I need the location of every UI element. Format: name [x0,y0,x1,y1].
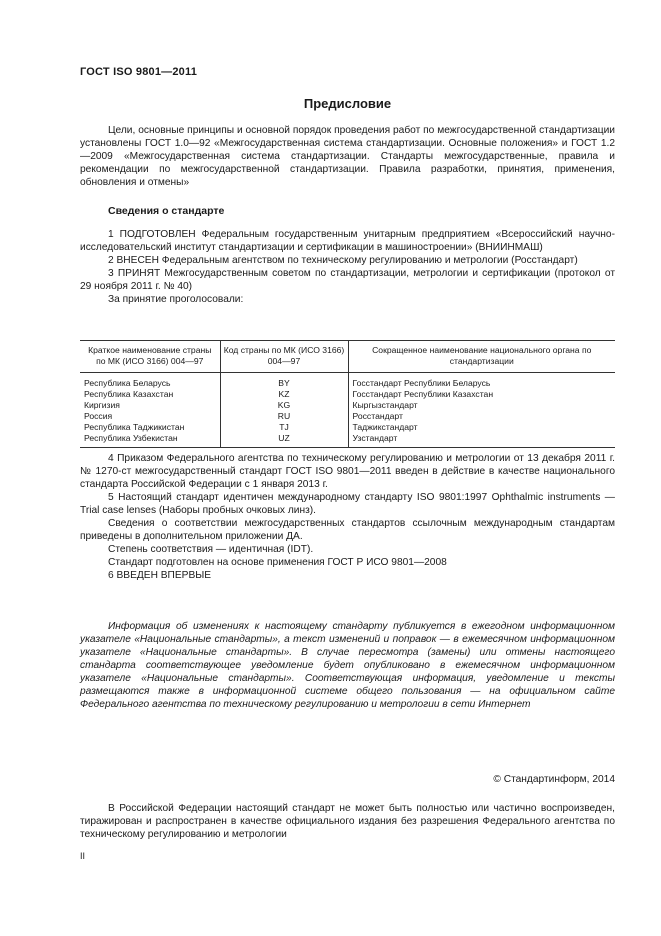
page-title: Предисловие [303,96,392,111]
page-number: II [80,851,86,861]
intro-block [80,124,615,189]
country-cell: Республика Таджикистан [84,422,185,432]
table-header-body: Сокращенное наименование национального органа по стандартизации [348,341,615,373]
country-cell: Республика Узбекистан [80,433,220,448]
code-cell: TJ [220,422,348,433]
intro-paragraph: Цели, основные принципы и основной порядок проведения работ по межгосударственной стандартизации установлены ГОСТ 1.0—92 «Межгосударственная система стандартизации. Основные положения» и ГОСТ 1.2—2009 «Межгосударственная система стандартизации. Стандарты межгосударственные, правила и рекомендации по межгосударственной стандартизации. Правила разработки, принятия, применения, обновления и отмены» [80,125,615,188]
item-degree: Степень соответствия — идентичная (IDT). [108,544,314,555]
country-cell: Республика Казахстан [84,389,174,399]
legal-paragraph: В Российской Федерации настоящий стандарт не может быть полностью или частично воспроизведен, тиражирован и распространен в качестве официального издания без разрешения Федерального агентства по техническому регулированию и метрологии [80,803,615,840]
code-cell: KG [220,400,348,411]
voting-table [80,340,615,448]
item-order: 4 Приказом Федерального агентства по техническому регулированию и метрологии от 13 декабря 2011 г. № 1270-ст межгосударственный стандарт ГОСТ ISO 9801—2011 введен в действие в качестве национального стандарта Российской Федерации с 1 января 2013 г. [80,453,615,490]
notice-block [80,620,615,711]
table-row [80,433,615,448]
country-cell: Республика Беларусь [84,378,171,388]
table-header-row [80,341,615,373]
item-references: Сведения о соответствии межгосударственных стандартов ссылочным международным стандартам приведены в дополнительном приложении ДА. [80,518,615,542]
table-row [80,400,615,411]
item-introduced: 2 ВНЕСЕН Федеральным агентством по техническому регулированию и метрологии (Росстандарт) [108,255,578,266]
table-header-country: Краткое наименование страны по МК (ИСО 3166) 004—97 [80,341,220,373]
legal-block [80,802,615,841]
table-row [80,389,615,400]
item-basis: Стандарт подготовлен на основе применения ГОСТ Р ИСО 9801—2008 [108,557,447,568]
items-after-table [80,452,615,582]
table-row [80,422,615,433]
body-cell: Госстандарт Республики Казахстан [348,389,615,400]
notice-paragraph: Информация об изменениях к настоящему стандарту публикуется в ежегодном информационном указателе «Национальные стандарты», а текст изменений и поправок — в ежемесячном информационном указателе «Национальные стандарты». В случае пересмотра (замены) или отмены настоящего стандарта соответствующее уведомление будет опубликовано в ежемесячном информационном указателе «Национальные стандарты». Соответствующая информация, уведомление и тексты размещаются также в информационной системе общего пользования — на официальном сайте Федерального агентства по техническому регулированию и метрологии в сети Интернет [80,621,615,710]
item-first-introduced: 6 ВВЕДЕН ВПЕРВЫЕ [108,570,212,581]
info-heading: Сведения о стандарте [108,205,225,217]
table-header-code: Код страны по МК (ИСО 3166) 004—97 [220,341,348,373]
code-cell: RU [220,411,348,422]
country-cell: Россия [84,411,113,421]
item-prepared: 1 ПОДГОТОВЛЕН Федеральным государственным унитарным предприятием «Всероссийский научно-исследовательский институт стандартизации и сертификации в машиностроении» (ВНИИНМАШ) [80,229,615,253]
copyright-line: © Стандартинформ, 2014 [493,774,615,785]
items-before-table [80,228,615,306]
item-adopted: 3 ПРИНЯТ Межгосударственным советом по стандартизации, метрологии и сертификации (протокол от 29 ноября 2011 г. № 40) [80,268,615,292]
code-cell: KZ [220,389,348,400]
body-cell: Росстандарт [348,411,615,422]
body-cell: Госстандарт Республики Беларусь [348,373,615,390]
item-voted: За принятие проголосовали: [108,294,244,305]
code-cell: BY [220,373,348,390]
code-cell: UZ [220,433,348,448]
document-header: ГОСТ ISO 9801—2011 [80,66,198,78]
table-row [80,373,615,390]
body-cell: Таджикстандарт [348,422,615,433]
table-row [80,411,615,422]
body-cell: Кыргызстандарт [348,400,615,411]
item-identical: 5 Настоящий стандарт идентичен международному стандарту ISO 9801:1997 Ophthalmic instruments — Trial case lenses (Наборы пробных очковых линз). [80,492,615,516]
body-cell: Узстандарт [348,433,615,448]
country-cell: Киргизия [84,400,120,410]
